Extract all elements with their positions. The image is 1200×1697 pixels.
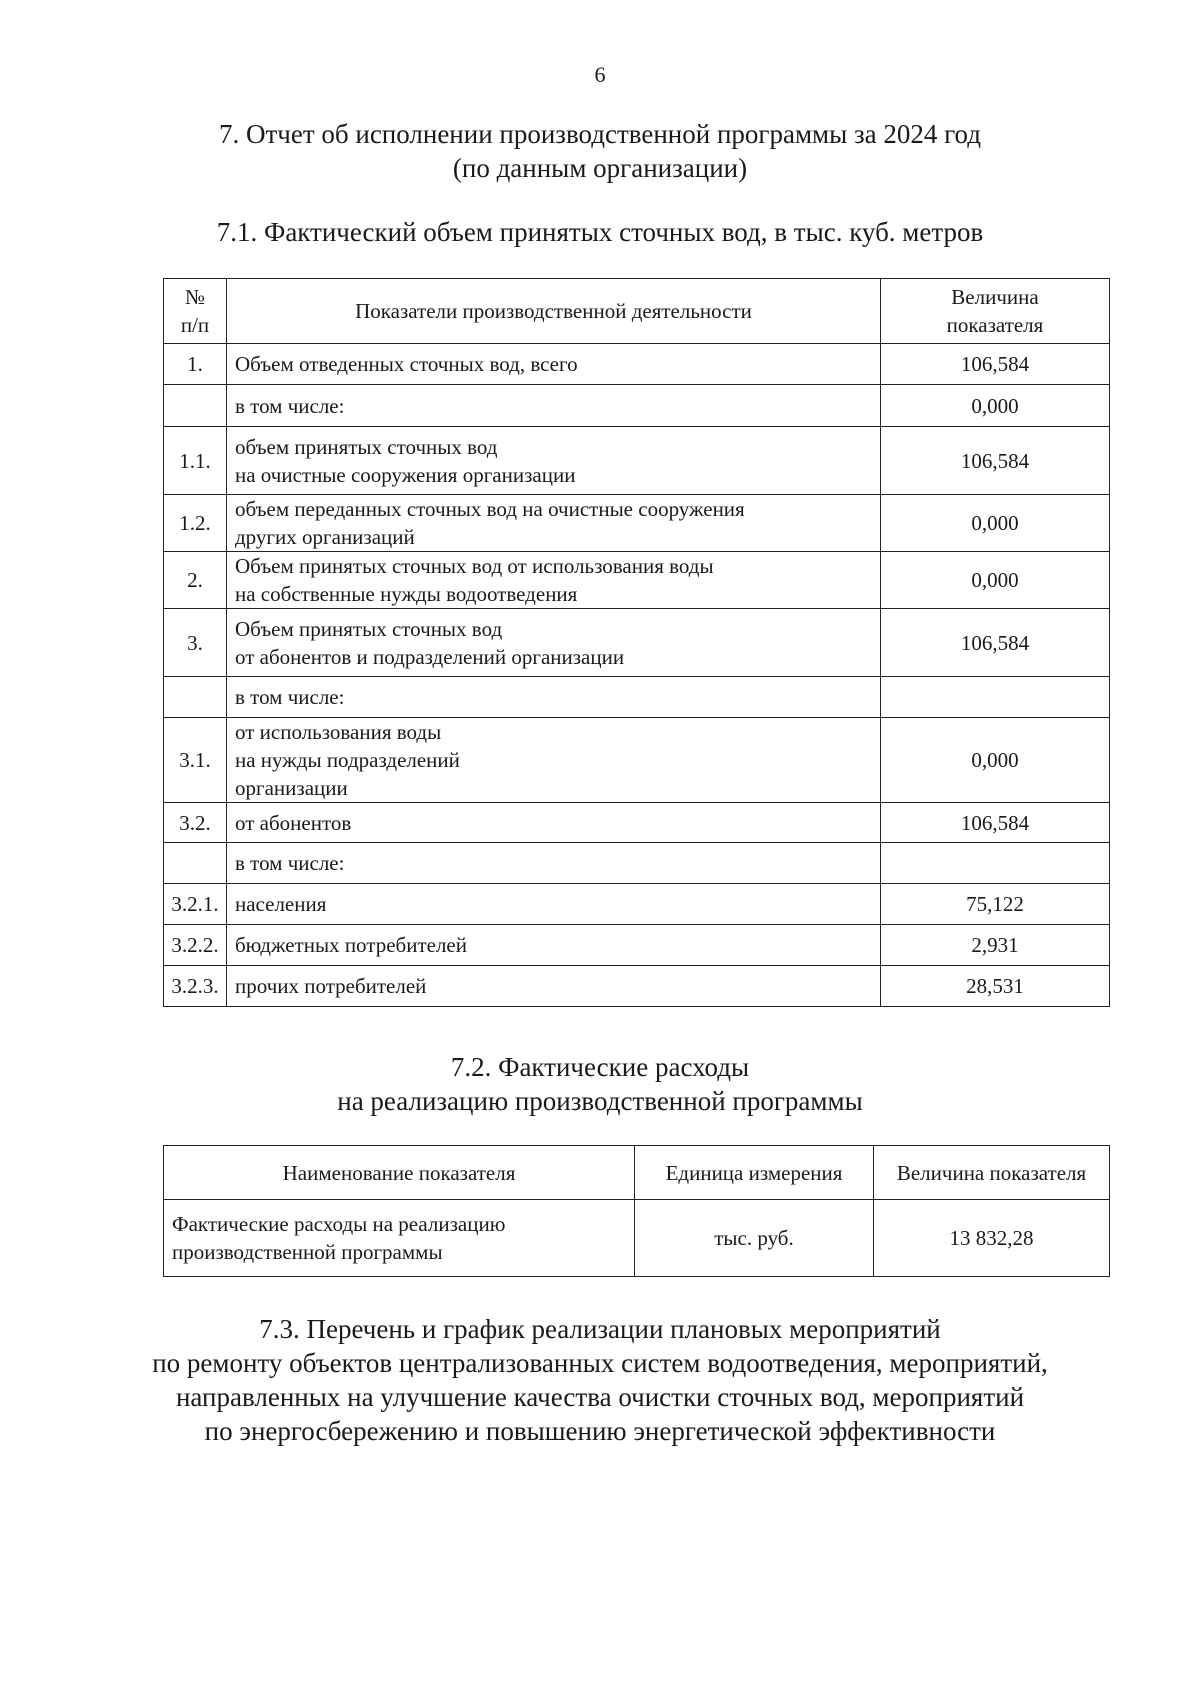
row-indicator [227, 677, 881, 718]
row-value: 0,000 [881, 552, 1110, 609]
section-7-3-title-line1: 7.3. Перечень и график реализации плановых мероприятий [259, 1314, 941, 1344]
row-indicator [227, 427, 881, 495]
row-indicator [227, 925, 881, 966]
row-indicator [227, 609, 881, 677]
row-value: 0,000 [881, 385, 1110, 427]
table-row [164, 843, 1110, 884]
row-indicator-line: Объем принятых сточных вод [235, 616, 503, 641]
expense-name-line1: Фактические расходы на реализацию [172, 1212, 506, 1236]
expense-unit: тыс. руб. [635, 1200, 874, 1277]
section-7-2-title [0, 1050, 1200, 1118]
row-indicator [227, 495, 881, 552]
row-value: 28,531 [881, 966, 1110, 1007]
header-number-line1: № [184, 285, 206, 309]
row-indicator [227, 966, 881, 1007]
row-indicator [227, 552, 881, 609]
header-number [164, 279, 227, 344]
row-value [881, 843, 1110, 884]
row-value [881, 677, 1110, 718]
row-value: 106,584 [881, 344, 1110, 385]
row-value: 106,584 [881, 803, 1110, 843]
table-row [164, 677, 1110, 718]
row-number [164, 843, 227, 884]
row-indicator-line: в том числе: [235, 393, 345, 418]
table-row [164, 344, 1110, 385]
row-indicator-line: на собственные нужды водоотведения [235, 582, 578, 606]
header-name: Наименование показателя [164, 1146, 635, 1200]
row-indicator [227, 803, 881, 843]
row-indicator-line: объем принятых сточных вод [235, 434, 498, 459]
table-row [164, 718, 1110, 803]
row-indicator [227, 884, 881, 925]
row-indicator [227, 843, 881, 884]
row-value: 106,584 [881, 609, 1110, 677]
table-row [164, 552, 1110, 609]
row-number: 3.2.1. [164, 884, 227, 925]
row-indicator [227, 385, 881, 427]
row-indicator-line: других организаций [235, 525, 415, 549]
row-indicator-line: прочих потребителей [235, 974, 427, 998]
row-indicator-line: объем переданных сточных вод на очистные сооружения [235, 497, 745, 521]
row-indicator-line: на очистные сооружения организации [235, 462, 576, 487]
row-number: 1.1. [164, 427, 227, 495]
row-indicator-line: бюджетных потребителей [235, 933, 467, 957]
row-number [164, 677, 227, 718]
table-row [164, 884, 1110, 925]
row-number: 2. [164, 552, 227, 609]
header-value-line1: Величина [951, 285, 1039, 309]
section-7-title-line1: 7. Отчет об исполнении производственной программы за 2024 год [218, 119, 982, 149]
row-indicator-line: Объем принятых сточных вод от использования воды [235, 554, 714, 578]
row-number: 3. [164, 609, 227, 677]
header-unit: Единица измерения [635, 1146, 874, 1200]
wastewater-volume-table [163, 278, 1110, 1007]
section-7-3-title-line2: по ремонту объектов централизованных систем водоотведения, мероприятий, [152, 1348, 1048, 1378]
row-indicator-line: от использования воды [235, 720, 442, 744]
row-indicator [227, 718, 881, 803]
row-number: 3.2.3. [164, 966, 227, 1007]
header-value [881, 279, 1110, 344]
table-body [164, 344, 1110, 1007]
section-7-2-title-line1: 7.2. Фактические расходы [450, 1052, 750, 1082]
table-row [164, 495, 1110, 552]
row-value: 0,000 [881, 495, 1110, 552]
section-7-3-title [0, 1312, 1200, 1448]
row-number: 1.2. [164, 495, 227, 552]
section-7-1-title: 7.1. Фактический объем принятых сточных вод, в тыс. куб. метров [216, 217, 984, 247]
table-header-row [164, 279, 1110, 344]
row-indicator [227, 344, 881, 385]
header-value-line2: показателя [946, 313, 1044, 337]
row-value: 0,000 [881, 718, 1110, 803]
row-indicator-line: населения [235, 892, 327, 916]
expense-name [164, 1200, 635, 1277]
header-number-line2: п/п [180, 313, 210, 337]
row-number: 3.1. [164, 718, 227, 803]
table-header-row [164, 1146, 1110, 1200]
row-indicator-line: Объем отведенных сточных вод, всего [235, 352, 578, 376]
section-7-title [0, 117, 1200, 185]
row-value: 106,584 [881, 427, 1110, 495]
table-row [164, 1200, 1110, 1277]
row-indicator-line: в том числе: [235, 851, 345, 875]
section-7-title-line2: (по данным организации) [452, 153, 748, 183]
table-row [164, 966, 1110, 1007]
row-number: 3.2. [164, 803, 227, 843]
table-row [164, 427, 1110, 495]
row-indicator-line: от абонентов [235, 810, 352, 835]
table-row [164, 609, 1110, 677]
row-indicator-line: от абонентов и подразделений организации [235, 644, 625, 669]
section-7-3-title-line3: направленных на улучшение качества очистки сточных вод, мероприятий [175, 1382, 1025, 1412]
header-indicator: Показатели производственной деятельности [227, 279, 881, 344]
section-7-3-title-line4: по энергосбережению и повышению энергетической эффективности [204, 1416, 996, 1446]
row-value: 2,931 [881, 925, 1110, 966]
expenses-table [163, 1145, 1110, 1277]
row-number: 3.2.2. [164, 925, 227, 966]
row-indicator-line: на нужды подразделений [235, 748, 460, 772]
expense-name-line2: производственной программы [172, 1240, 443, 1264]
table-row [164, 385, 1110, 427]
row-indicator-line: организации [235, 776, 348, 800]
row-value: 75,122 [881, 884, 1110, 925]
row-indicator-line: в том числе: [235, 685, 345, 709]
expense-value: 13 832,28 [874, 1200, 1110, 1277]
row-number [164, 385, 227, 427]
section-7-2-title-line2: на реализацию производственной программы [337, 1086, 863, 1116]
header-value: Величина показателя [874, 1146, 1110, 1200]
table-row [164, 803, 1110, 843]
row-number: 1. [164, 344, 227, 385]
table-row [164, 925, 1110, 966]
page-number: 6 [594, 62, 606, 87]
